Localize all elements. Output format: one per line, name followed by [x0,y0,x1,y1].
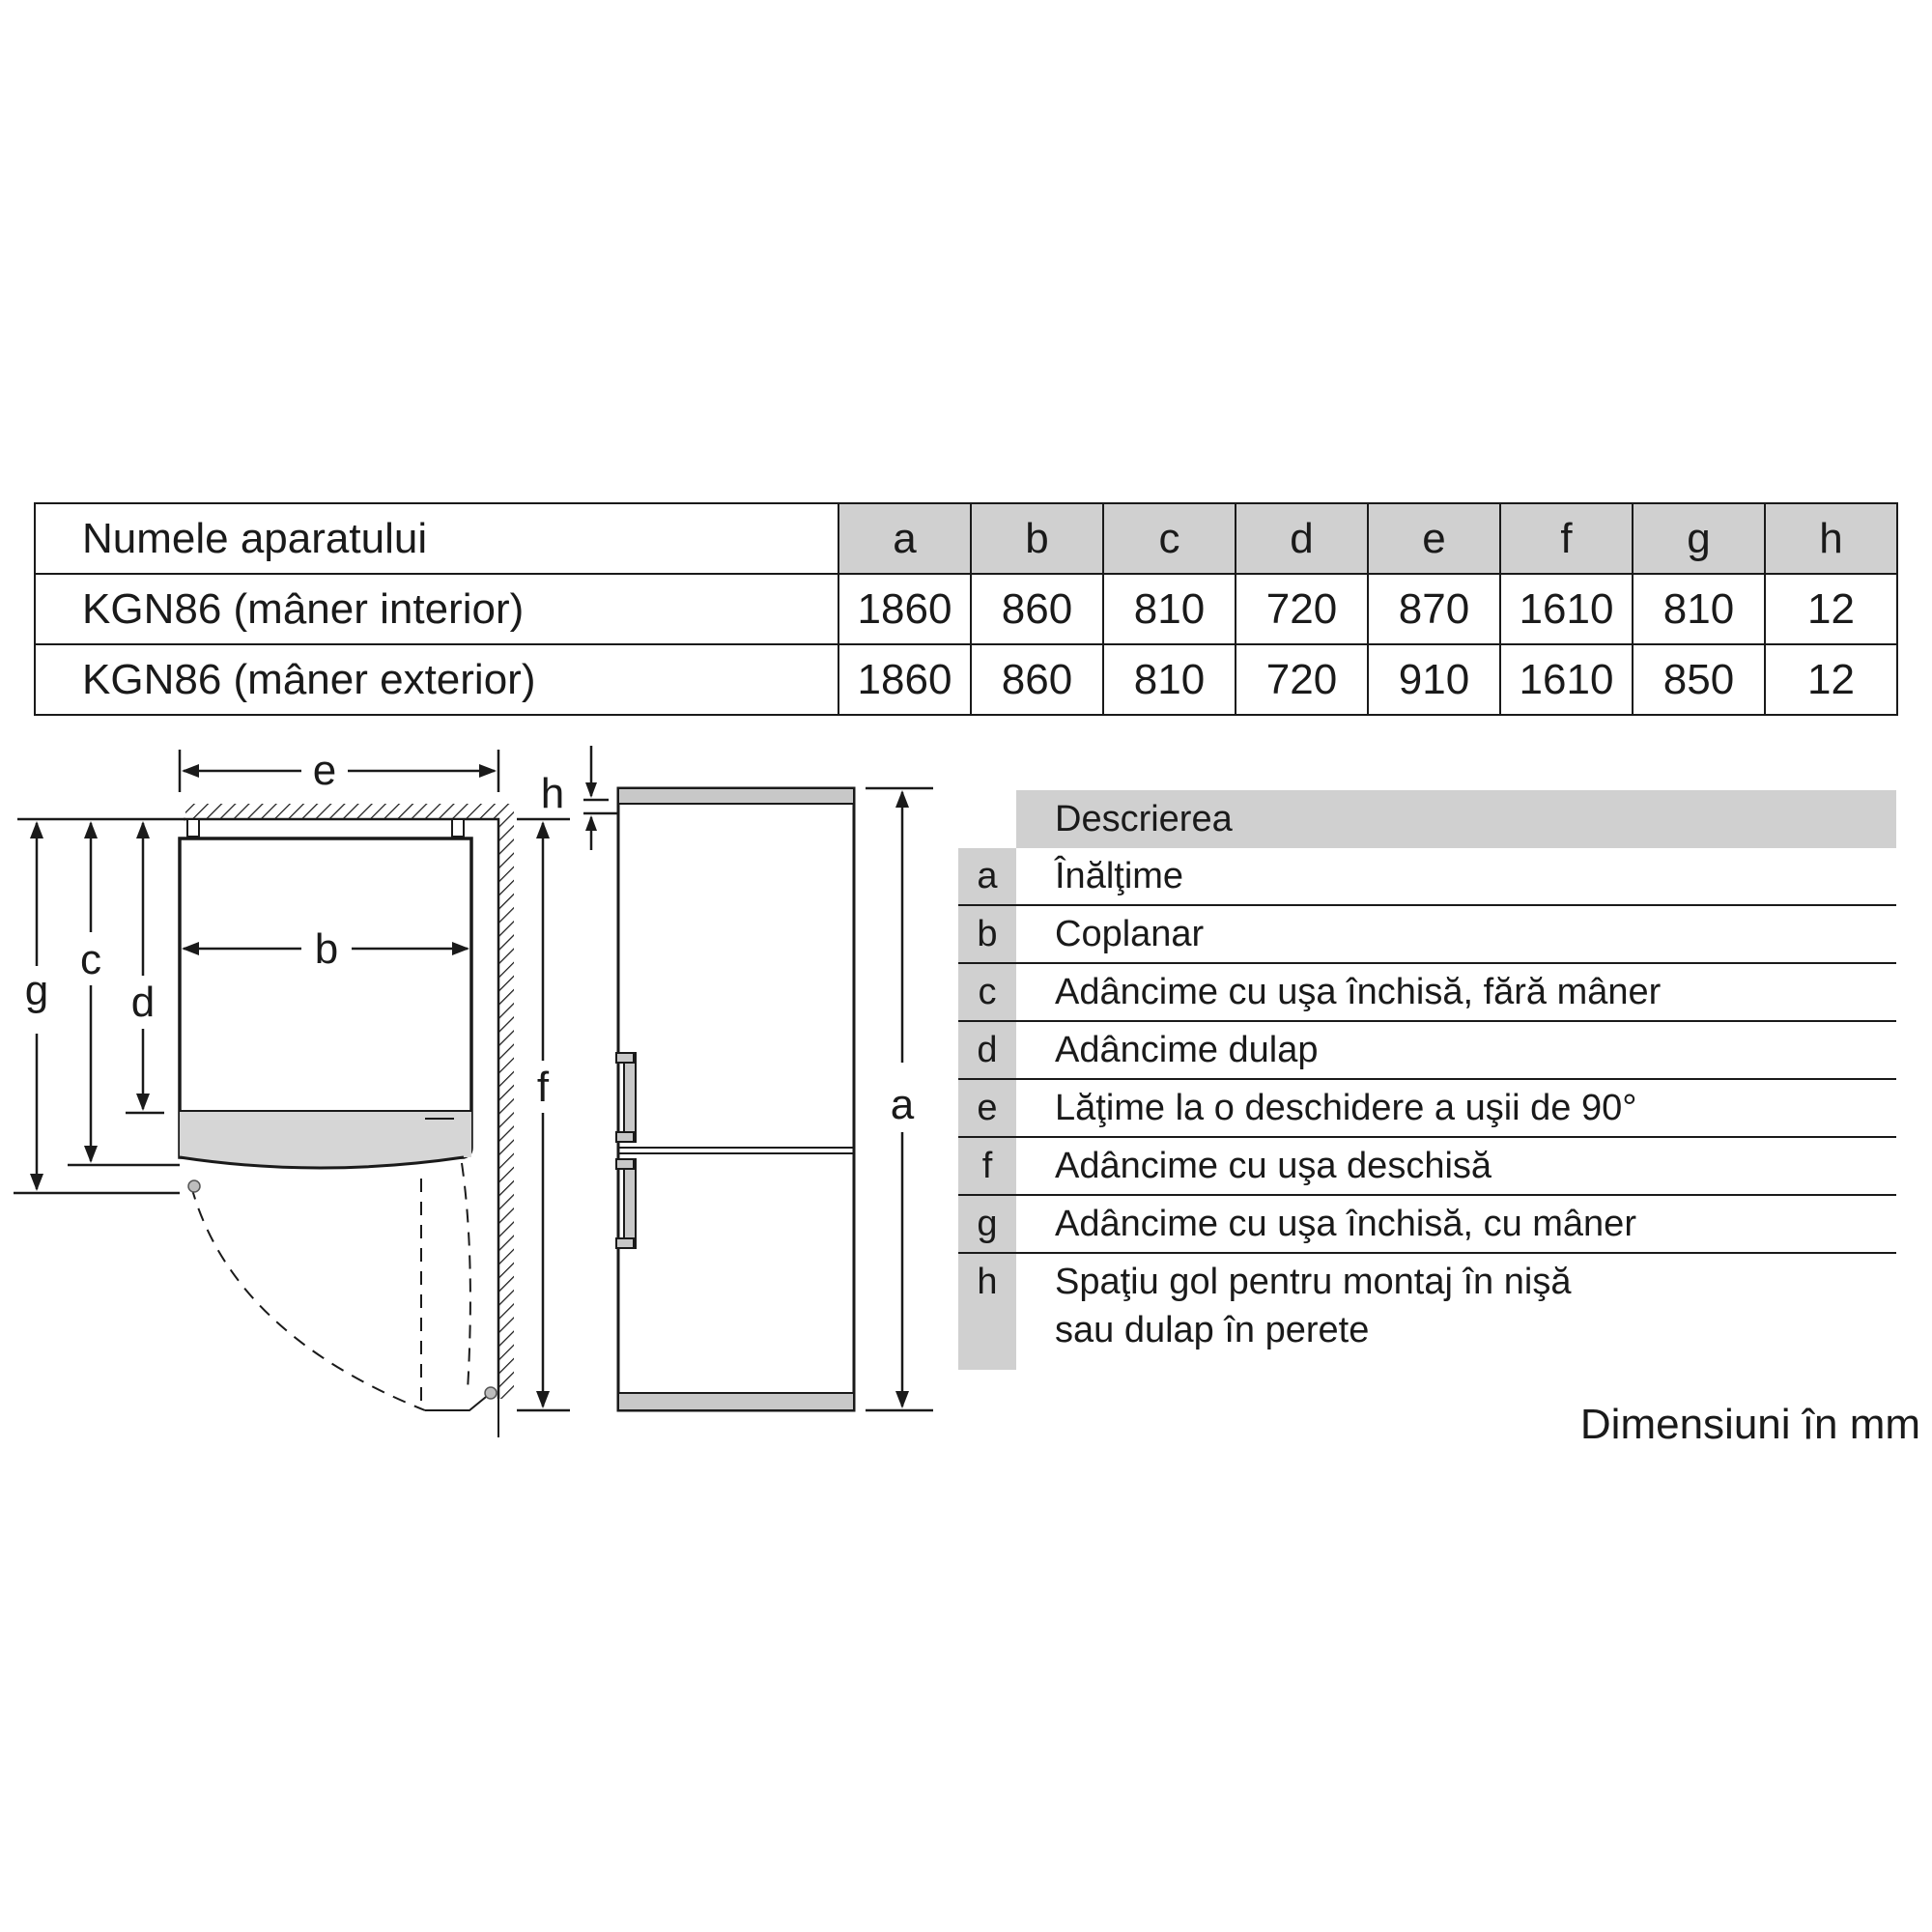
value-cell: 12 [1765,574,1897,644]
value-cell: 810 [1103,644,1236,715]
header-cell-name: Numele aparatului [35,503,838,574]
dimension-label-d: d [130,979,156,1026]
legend-key: f [958,1138,1016,1194]
legend-text: Adâncime cu uşa închisă, fără mâner [1055,972,1662,1012]
value-cell: 860 [971,574,1103,644]
header-cell-b: b [971,503,1103,574]
header-cell-a: a [838,503,971,574]
legend-text [1055,1258,1571,1354]
value-cell: 1610 [1500,574,1633,644]
dimensions-table [34,502,1898,716]
dimension-label-f: f [536,1064,550,1111]
value-cell: 910 [1368,644,1500,715]
dimension-label-b: b [314,925,339,973]
legend-key: c [958,964,1016,1020]
legend-text-line: sau dulap în perete [1055,1310,1370,1350]
model-name-cell: KGN86 (mâner exterior) [35,644,838,715]
legend-key: b [958,906,1016,962]
value-cell: 810 [1103,574,1236,644]
legend-key: d [958,1022,1016,1078]
table-header-row [35,503,1897,574]
legend-row [958,1254,1896,1370]
dimension-label-e: e [312,747,337,794]
legend-text: Lăţime la o deschidere a uşii de 90° [1055,1088,1637,1128]
header-cell-f: f [1500,503,1633,574]
legend-text-line: Spaţiu gol pentru montaj în nişă [1055,1262,1572,1302]
value-cell: 1860 [838,644,971,715]
legend-row [958,848,1896,906]
appliance-front-view [616,788,854,1410]
header-cell-c: c [1103,503,1236,574]
legend-row [958,1138,1896,1196]
legend-text: Adâncime dulap [1055,1030,1319,1070]
dimension-label-h: h [540,770,565,817]
header-cell-d: d [1236,503,1368,574]
legend-title: Descrierea [1016,790,1896,848]
header-cell-e: e [1368,503,1500,574]
table-row [35,644,1897,715]
legend-key: g [958,1196,1016,1252]
legend-row [958,1022,1896,1080]
units-note: Dimensiuni în mm [1579,1401,1920,1448]
legend-key: a [958,848,1016,904]
value-cell: 720 [1236,644,1368,715]
legend-text: Adâncime cu uşa închisă, cu mâner [1055,1204,1636,1244]
value-cell: 860 [971,644,1103,715]
legend-row [958,1196,1896,1254]
value-cell: 12 [1765,644,1897,715]
table-row [35,574,1897,644]
dimension-label-g: g [24,967,49,1014]
appliance-top-view [180,819,497,1410]
legend-text: Înălţime [1055,856,1184,896]
legend-text: Coplanar [1055,914,1205,954]
legend-row [958,906,1896,964]
value-cell: 870 [1368,574,1500,644]
legend-row [958,964,1896,1022]
value-cell: 1860 [838,574,971,644]
value-cell: 850 [1633,644,1765,715]
legend-row [958,1080,1896,1138]
header-cell-h: h [1765,503,1897,574]
value-cell: 1610 [1500,644,1633,715]
dimension-label-c: c [80,936,101,983]
header-cell-g: g [1633,503,1765,574]
dimension-drawing [0,734,966,1449]
value-cell: 810 [1633,574,1765,644]
value-cell: 720 [1236,574,1368,644]
legend-key: e [958,1080,1016,1136]
dimension-label-a: a [890,1081,915,1128]
legend-text: Adâncime cu uşa deschisă [1055,1146,1492,1186]
model-name-cell: KGN86 (mâner interior) [35,574,838,644]
legend-key: h [958,1254,1016,1370]
